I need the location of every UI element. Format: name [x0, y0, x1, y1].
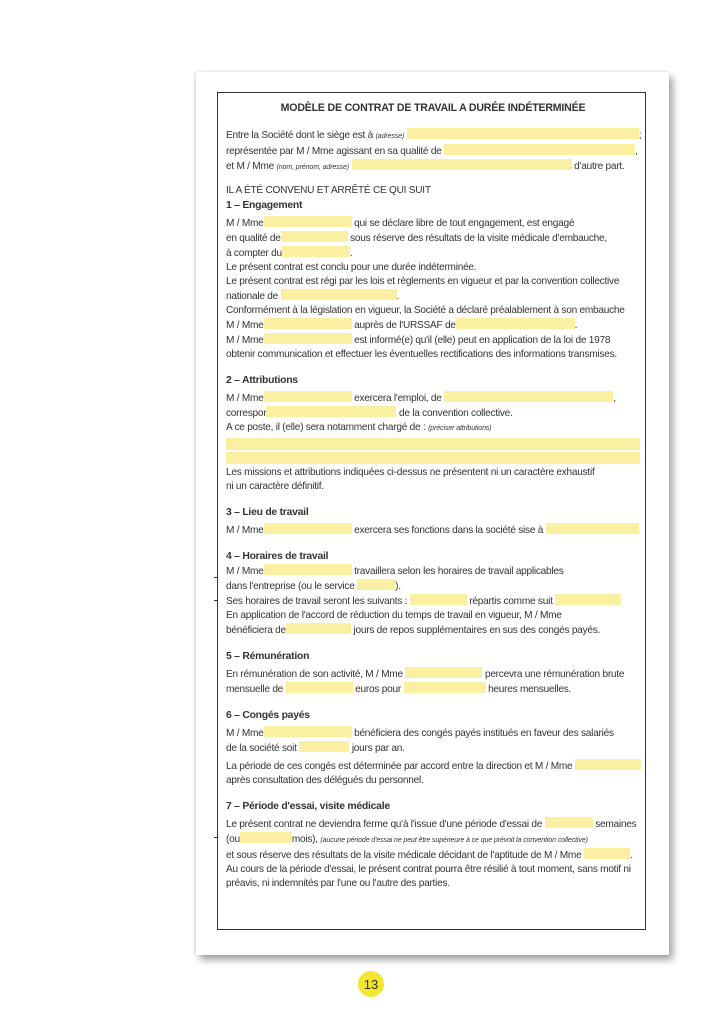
- s7-line-5: préavis, ni indemnités par l'une ou l'autre des parties.: [226, 878, 450, 889]
- s4-line-1: M / Mme travaillera selon les horaires de travail applicables: [226, 566, 564, 577]
- collective-agreement-field[interactable]: [281, 289, 397, 300]
- intro-line-1: Entre la Société dont le siège est à (adresse) ;: [226, 130, 642, 141]
- workplace-field[interactable]: [546, 523, 639, 534]
- s1-line-2: en qualité de sous réserve des résultats de la visite médicale d'embauche,: [226, 233, 607, 244]
- agreement-heading: IL A ÉTÉ CONVENU ET ARRÊTÉ CE QUI SUIT: [226, 185, 431, 196]
- job-title-field[interactable]: [444, 391, 613, 402]
- address-field[interactable]: [407, 128, 639, 139]
- classification-field[interactable]: [266, 406, 396, 417]
- trial-weeks-field[interactable]: [545, 817, 593, 828]
- duties-field-1[interactable]: [226, 438, 640, 450]
- intro-line-2: représentée par M / Mme agissant en sa qualité de ,: [226, 146, 638, 157]
- s1-line-1: M / Mme qui se déclare libre de tout engagement, est engagé: [226, 218, 575, 229]
- salary-field[interactable]: [286, 682, 353, 693]
- schedule-field[interactable]: [410, 594, 467, 605]
- s2-line-1: M / Mme exercera l'emploi, de ,: [226, 393, 616, 404]
- page-number-badge: 13: [358, 971, 384, 997]
- s3-line-1: M / Mme exercera ses fonctions dans la société sise à: [226, 523, 640, 538]
- section-7-title: 7 – Période d'essai, visite médicale: [226, 801, 390, 812]
- employee-name-field[interactable]: [264, 216, 352, 227]
- s7-line-3: et sous réserve des résultats de la visite médicale décidant de l'aptitude de M / Mme .: [226, 850, 633, 861]
- duties-field-2[interactable]: [226, 452, 640, 464]
- section-4-title: 4 – Horaires de travail: [226, 551, 329, 562]
- s1-line-8: M / Mme auprès de l'URSSAF de .: [226, 320, 578, 331]
- employee-name-field-2[interactable]: [264, 318, 352, 329]
- distribution-field[interactable]: [555, 594, 621, 605]
- s1-line-7: Conformément à la législation en vigueur, la Société a déclaré préalablement à son embauche: [226, 305, 625, 316]
- rest-days-field[interactable]: [286, 623, 351, 634]
- s6-line-2: de la société soit jours par an.: [226, 743, 405, 754]
- position-field[interactable]: [281, 231, 348, 242]
- employee-name-field-9[interactable]: [575, 759, 641, 770]
- s5-line-2: mensuelle de euros pour heures mensuelles.: [226, 684, 572, 695]
- s7-line-1: Le présent contrat ne deviendra ferme qu'à l'issue d'une période d'essai de semaines: [226, 819, 637, 830]
- s1-line-5: Le présent contrat est régi par les lois et règlements en vigueur et par la convention collective: [226, 276, 620, 287]
- employee-name-field-5[interactable]: [264, 523, 352, 534]
- s2-line-3: A ce poste, il (elle) sera notamment chargé de : (préciser attributions): [226, 422, 492, 433]
- contract-frame: [217, 92, 646, 930]
- representative-quality-field[interactable]: [444, 144, 635, 155]
- margin-mark: [214, 577, 218, 578]
- s6-line-1: M / Mme bénéficiera des congés payés institués en faveur des salariés: [226, 728, 614, 739]
- s1-line-10: obtenir communication et effectuer les éventuelles rectifications des informations transmises.: [226, 349, 617, 360]
- section-6-title: 6 – Congés payés: [226, 710, 310, 721]
- s6-line-3: La période de ces congés est déterminée par accord entre la direction et M / Mme: [226, 759, 640, 774]
- section-5-title: 5 – Rémunération: [226, 651, 310, 662]
- document-page: [196, 72, 669, 955]
- s1-line-4: Le présent contrat est conclu pour une durée indéterminée.: [226, 262, 477, 273]
- start-date-field[interactable]: [282, 246, 350, 257]
- s2-line-4: Les missions et attributions indiquées ci-dessus ne présentent ni un caractère exhaustif: [226, 467, 595, 478]
- trial-months-field[interactable]: [240, 832, 292, 843]
- section-2-title: 2 – Attributions: [226, 375, 298, 386]
- employee-name-field-8[interactable]: [264, 726, 352, 737]
- monthly-hours-field[interactable]: [404, 682, 486, 693]
- s4-line-5: bénéficiera de jours de repos supplémentaires en sus des congés payés.: [226, 625, 601, 636]
- employee-name-field-7[interactable]: [405, 667, 482, 678]
- employee-name-field-10[interactable]: [584, 848, 630, 859]
- s7-line-2: (ou mois), (aucune période d'essai ne peut être supérieure à ce que prévoit la convention collective): [226, 834, 588, 845]
- margin-mark: [214, 600, 218, 601]
- leave-days-field[interactable]: [299, 741, 349, 752]
- employee-name-field-6[interactable]: [264, 564, 352, 575]
- s1-line-6: nationale de .: [226, 291, 400, 302]
- urssaf-field[interactable]: [456, 318, 575, 329]
- employee-name-field-4[interactable]: [264, 391, 352, 402]
- intro-line-3: et M / Mme (nom, prénom, adresse) d'autre part.: [226, 161, 625, 172]
- s6-line-4: après consultation des délégués du personnel.: [226, 775, 424, 786]
- service-field[interactable]: [357, 579, 395, 590]
- s2-line-5: ni un caractère définitif.: [226, 481, 324, 492]
- margin-mark: [214, 837, 218, 838]
- section-3-title: 3 – Lieu de travail: [226, 507, 309, 518]
- employee-name-field-3[interactable]: [264, 333, 352, 344]
- s4-line-4: En application de l'accord de réduction du temps de travail en vigueur, M / Mme: [226, 610, 562, 621]
- s2-line-2: correspor de la convention collective.: [226, 408, 513, 419]
- s4-line-2: dans l'entreprise (ou le service ).: [226, 581, 401, 592]
- section-1-title: 1 – Engagement: [226, 200, 303, 211]
- employee-identity-field[interactable]: [352, 159, 572, 170]
- document-title: MODÈLE DE CONTRAT DE TRAVAIL A DURÉE INDÉTERMINÉE: [280, 102, 586, 114]
- s1-line-3: à compter du .: [226, 248, 353, 259]
- s5-line-1: En rémunération de son activité, M / Mme percevra une rémunération brute: [226, 669, 625, 680]
- s7-line-4: Au cours de la période d'essai, le présent contrat pourra être résilié à tout moment, sans motif ni: [226, 864, 631, 875]
- s1-line-9: M / Mme est informé(e) qu'il (elle) peut en application de la loi de 1978: [226, 335, 611, 346]
- s4-line-3: Ses horaires de travail seront les suivants : répartis comme suit: [226, 594, 640, 609]
